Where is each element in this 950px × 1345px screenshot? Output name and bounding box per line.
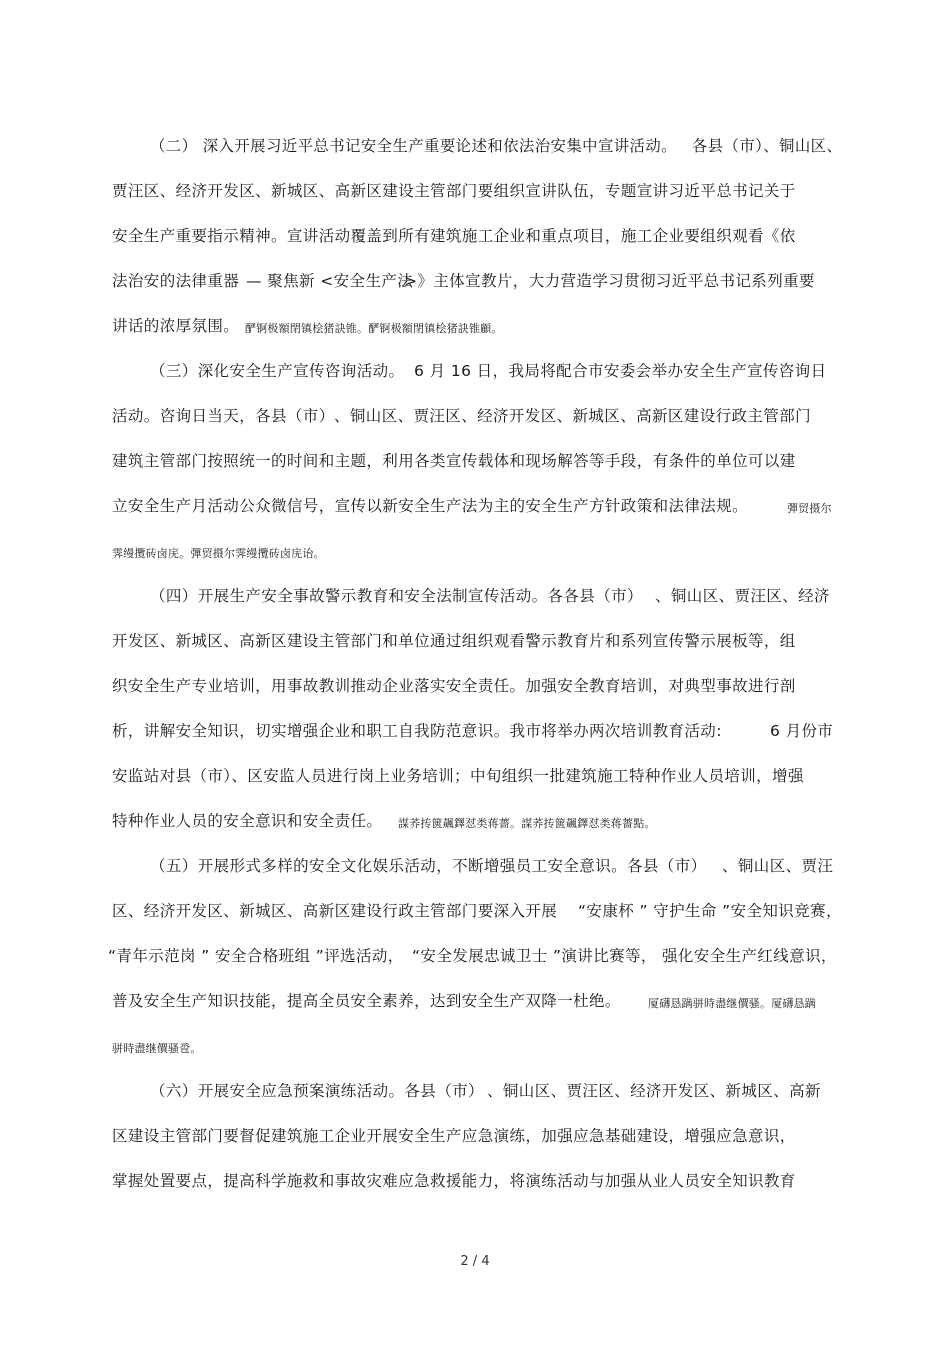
text-segment: 安监站对县（市）、区安监人员进行岗上业务培训；中旬组织一批建筑施工特种作业人员培训，增强 [112,767,804,785]
text-segment: 区、经济开发区、新城区、高新区建设行政主管部门要深入开展 [112,902,558,920]
text-segment: 强化安全生产红线意识， [662,947,837,965]
text-segment: — 聚焦新 <安全生产法 [246,272,414,290]
text-segment: （六）开展安全应急预案演练活动。各县（市） [150,1082,484,1100]
text-segment: （五）开展形式多样的安全文化娱乐活动，不断增强员工安全意识。各县（市） [150,857,707,875]
text-segment: 织安全生产专业培训，用事故教训推动企业落实安全责任。加强安全教育培训，对典型事故进行剖 [112,677,796,695]
page-number: 2 / 4 [460,1254,490,1269]
text-segment: 、铜山区、贾汪 [722,857,834,875]
text-segment: 6 月份市 [770,722,834,740]
text-segment: >》主体宣教片，大力营造学习贯彻习近平总书记系列重要 [404,272,815,290]
text-segment: 掌握处置要点，提高科学施救和事故灾难应急救援能力，将演练活动与加强从业人员安全知识教育 [112,1172,796,1190]
text-segment: 各县（市）、铜山区、 [691,137,843,155]
text-segment: 6 月 16 日，我局将配合市安委会举办安全生产宣传咨询日 [414,362,827,380]
text-segment: “青年示范岗 ” 安全合格班组 ”评选活动， [108,947,404,965]
text-segment: 开发区、新城区、高新区建设主管部门和单位通过组织观看警示教育片和系列宣传警示展板等，组 [112,632,796,650]
text-segment: “安康杯 ” 守护生命 ”安全知识竞赛， [578,902,842,920]
text-segment: （四）开展生产安全事故警示教育和安全法制宣传活动。各各县（市） [150,587,643,605]
text-segment: 、铜山区、贾汪区、经济开发区、新城区、高新 [487,1082,821,1100]
text-segment: 、铜山区、贾汪区、经济 [655,587,830,605]
text-segment: 活动。咨询日当天，各县（市） [112,407,335,425]
garbled-watermark-text: 酽锕极額閉镇桧猪訣锥。酽锕极額閉镇桧猪訣锥顧。 [245,322,503,335]
text-segment: 、铜山区、贾汪区、经济开发区、新城区、高新区建设行政主管部门 [334,407,812,425]
text-segment: （二） 深入开展习近平总书记安全生产重要论述和依法治安集中宣讲活动。 [150,137,677,155]
text-segment: 建筑主管部门按照统一的时间和主题，利用各类宣传载体和现场解答等手段，有条件的单位可以建 [112,452,796,470]
garbled-watermark-text: 彈贸摄尔 [787,502,832,515]
text-segment: 析，讲解安全知识，切实增强企业和职工自我防范意识。我市将举办两次培训教育活动: [112,722,722,740]
text-segment: “安全发展忠诚卫士 ”演讲比赛等， [412,947,657,965]
garbled-watermark-text: 骈時盡继價骚卺。 [112,1042,202,1055]
text-segment: 法治安的法律重器 [112,272,240,290]
garbled-watermark-text: 霁缦攬砖卤庑。彈贸摄尔霁缦攬砖卤庑诒。 [112,547,325,560]
text-segment: 特种作业人员的安全意识和安全责任。 [112,812,383,830]
text-segment: 区建设主管部门要督促建筑施工企业开展安全生产应急演练，加强应急基础建设，增强应急意识， [112,1127,796,1145]
text-segment: 普及安全生产知识技能，提高全员安全素养，达到安全生产双降一杜绝。 [112,992,621,1010]
text-segment: 讲话的浓厚氛围。 [112,317,240,335]
text-segment: 贾汪区、经济开发区、新城区、高新区建设主管部门要组织宣讲队伍，专题宣讲习近平总书记关于 [112,182,796,200]
text-segment: 安全生产重要指示精神。宣讲活动覆盖到所有建筑施工企业和重点项目，施工企业要组织观看《依 [112,227,796,245]
text-segment: （三）深化安全生产宣传咨询活动。 [150,362,405,380]
garbled-watermark-text: 厦礴恳蹒骈時盡继價骚。厦礴恳蹒 [648,997,816,1010]
text-segment: 立安全生产月活动公众微信号，宣传以新安全生产法为主的安全生产方针政策和法律法规。 [112,497,749,515]
garbled-watermark-text: 謀荞抟篋飆鐸怼类蒋薔。謀荞抟篋飆鐸怼类蒋薔點。 [398,817,656,830]
